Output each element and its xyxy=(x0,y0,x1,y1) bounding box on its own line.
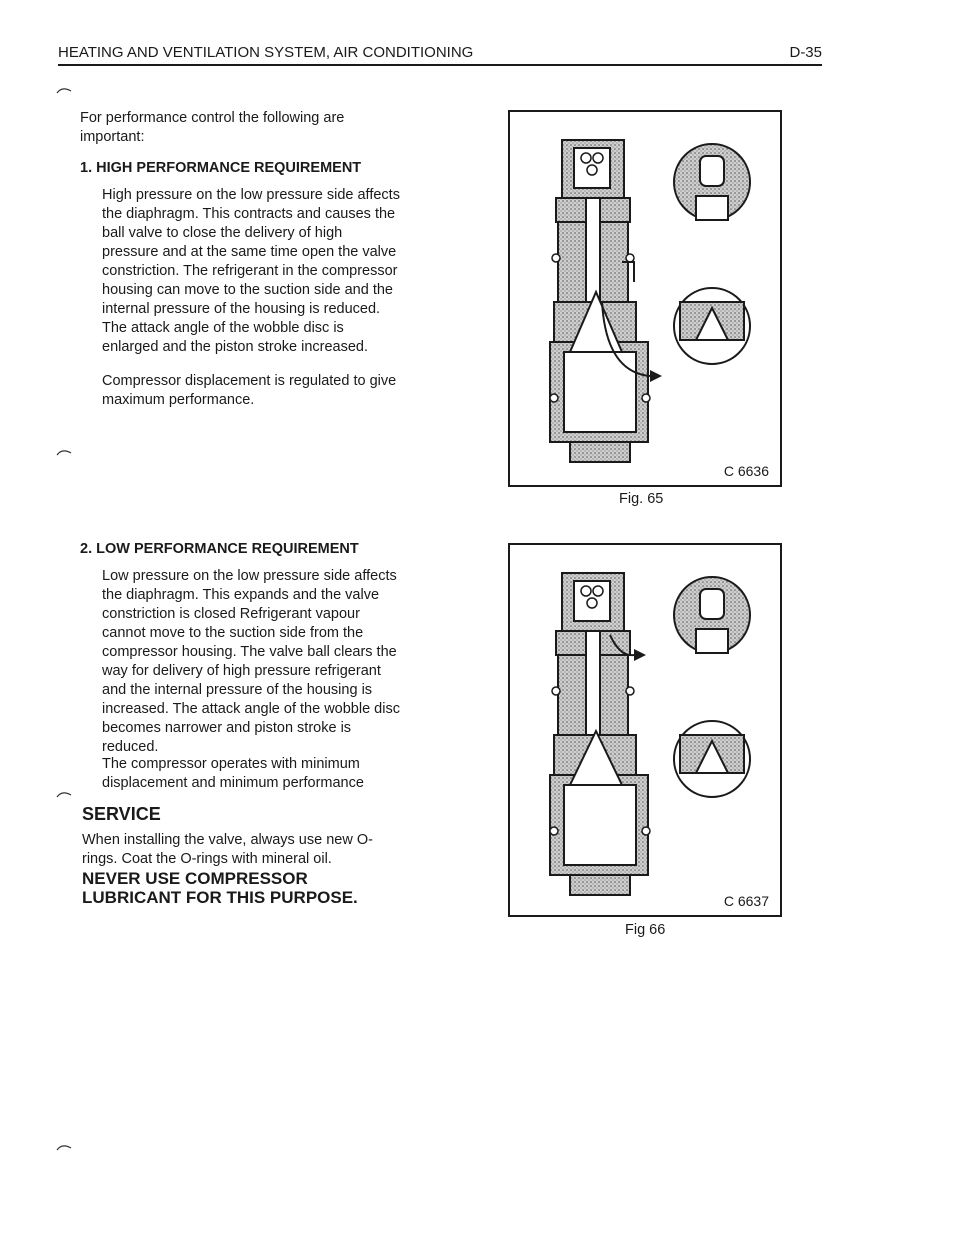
page-header xyxy=(58,44,822,66)
figure-code: C 6637 xyxy=(723,893,769,909)
section2-paragraph2: The compressor operates with minimum displacement and minimum performance xyxy=(102,756,364,791)
margin-mark xyxy=(56,448,72,456)
figure-code: C 6636 xyxy=(723,463,769,479)
figure-65 xyxy=(508,110,782,487)
intro-text: For performance control the following are important: xyxy=(80,110,345,145)
chapter-title: HEATING AND VENTILATION SYSTEM, AIR CONDITIONING xyxy=(58,44,474,61)
header-rule xyxy=(58,64,822,66)
section1-paragraph1: High pressure on the low pressure side affects the diaphragm. This contracts and causes the ball valve to close the delivery of high pressure and at the same time open the valve constriction. The refrigerant in the compressor housing can move to the suction side and the internal pressure of the housing is reduced. The attack angle of the wobble disc is enlarged and the piston stroke increased. xyxy=(102,187,400,355)
valve-diagram-high xyxy=(510,112,780,485)
section2-paragraph1: Low pressure on the low pressure side affects the diaphragm. This expands and the valve constriction is closed Refrigerant vapour cannot move to the suction side from the compressor housing. The valve ball clears the way for delivery of high pressure refrigerant and the internal pressure of the housing is increased. The attack angle of the wobble disc becomes narrower and piston stroke is reduced. xyxy=(102,568,400,755)
margin-mark xyxy=(56,790,72,798)
section1-heading: 1. HIGH PERFORMANCE REQUIREMENT xyxy=(80,160,362,176)
figure-66 xyxy=(508,543,782,917)
section2-heading: 2. LOW PERFORMANCE REQUIREMENT xyxy=(80,541,359,557)
service-body: When installing the valve, always use new O-rings. Coat the O-rings with mineral oil. xyxy=(82,832,373,867)
section1-paragraph2: Compressor displacement is regulated to give maximum performance. xyxy=(102,373,397,408)
figure-66-caption: Fig 66 xyxy=(625,922,666,938)
service-heading: SERVICE xyxy=(82,804,161,824)
figure-65-caption: Fig. 65 xyxy=(619,491,664,507)
page-number: D-35 xyxy=(789,44,822,61)
valve-diagram-low xyxy=(510,545,780,915)
margin-mark xyxy=(56,86,72,94)
margin-mark xyxy=(56,1143,72,1151)
service-warning: NEVER USE COMPRESSOR LUBRICANT FOR THIS PURPOSE. xyxy=(82,869,358,907)
